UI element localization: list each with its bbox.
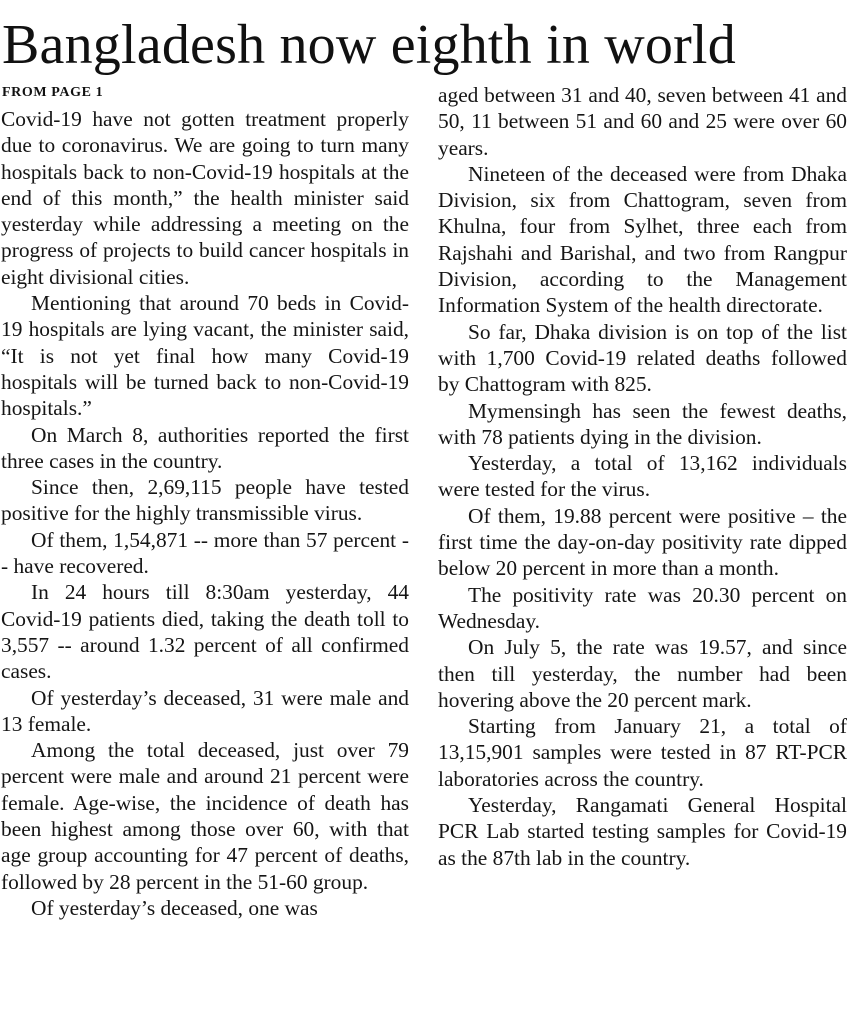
paragraph: aged between 31 and 40, seven between 41 and 50, 11 between 51 and 60 and 25 were over 60 years. xyxy=(438,83,847,160)
paragraph: So far, Dhaka division is on top of the list with 1,700 Covid-19 related deaths followed by Chattogram with 825. xyxy=(438,319,847,397)
paragraph: On March 8, authorities reported the first three cases in the country. xyxy=(1,422,409,473)
article-column-right xyxy=(438,82,847,871)
paragraph: Starting from January 21, a total of 13,15,901 samples were tested in 87 RT-PCR laboratories across the country. xyxy=(438,714,847,791)
paragraph: Mentioning that around 70 beds in Covid-19 hospitals are lying vacant, the minister said, “It is not yet final how many Covid-19 hospitals will be turned back to non-Covid-19 hospitals.” xyxy=(1,291,409,421)
paragraph: Of them, 1,54,871 -- more than 57 percent -- have recovered. xyxy=(1,527,409,579)
paragraph: Since then, 2,69,115 people have tested positive for the highly transmissible virus. xyxy=(1,475,409,526)
continuation-kicker: FROM PAGE 1 xyxy=(2,85,104,100)
article-column-left xyxy=(1,106,409,921)
paragraph: Of yesterday’s deceased, 31 were male and 13 female. xyxy=(1,685,409,736)
paragraph: On July 5, the rate was 19.57, and since then till yesterday, the number had been hovering above the 20 percent mark. xyxy=(438,635,847,712)
paragraph: The positivity rate was 20.30 percent on Wednesday. xyxy=(438,582,847,633)
paragraph: Among the total deceased, just over 79 percent were male and around 21 percent were female. Age-wise, the incidence of death has been highest among those over 60, with that age group accounting for 47 percent of deaths, followed by 28 percent in the 51-60 group. xyxy=(1,738,409,894)
paragraph: Mymensingh has seen the fewest deaths, with 78 patients dying in the division. xyxy=(438,398,847,449)
paragraph: In 24 hours till 8:30am yesterday, 44 Covid-19 patients died, taking the death toll to 3,557 -- around 1.32 percent of all confirmed cases. xyxy=(1,580,409,684)
paragraph: Of yesterday’s deceased, one was xyxy=(31,895,318,920)
paragraph: Yesterday, a total of 13,162 individuals were tested for the virus. xyxy=(438,451,847,502)
paragraph: Covid-19 have not gotten treatment properly due to coronavirus. We are going to turn many hospitals back to non-Covid-19 hospitals at the end of this month,” the health minister said yesterday while addressing a meeting on the progress of projects to build cancer hospitals in eight divisional cities. xyxy=(1,107,409,289)
headline: Bangladesh now eighth in world xyxy=(2,14,736,76)
paragraph: Of them, 19.88 percent were positive – the first time the day-on-day positivity rate dipped below 20 percent in more than a month. xyxy=(438,503,847,581)
paragraph: Nineteen of the deceased were from Dhaka Division, six from Chattogram, seven from Khulna, four from Sylhet, three each from Rajshahi and Barishal, and two from Rangpur Division, according to the Management Information System of the health directorate. xyxy=(438,161,847,318)
paragraph: Yesterday, Rangamati General Hospital PCR Lab started testing samples for Covid-19 as the 87th lab in the country. xyxy=(438,793,847,870)
